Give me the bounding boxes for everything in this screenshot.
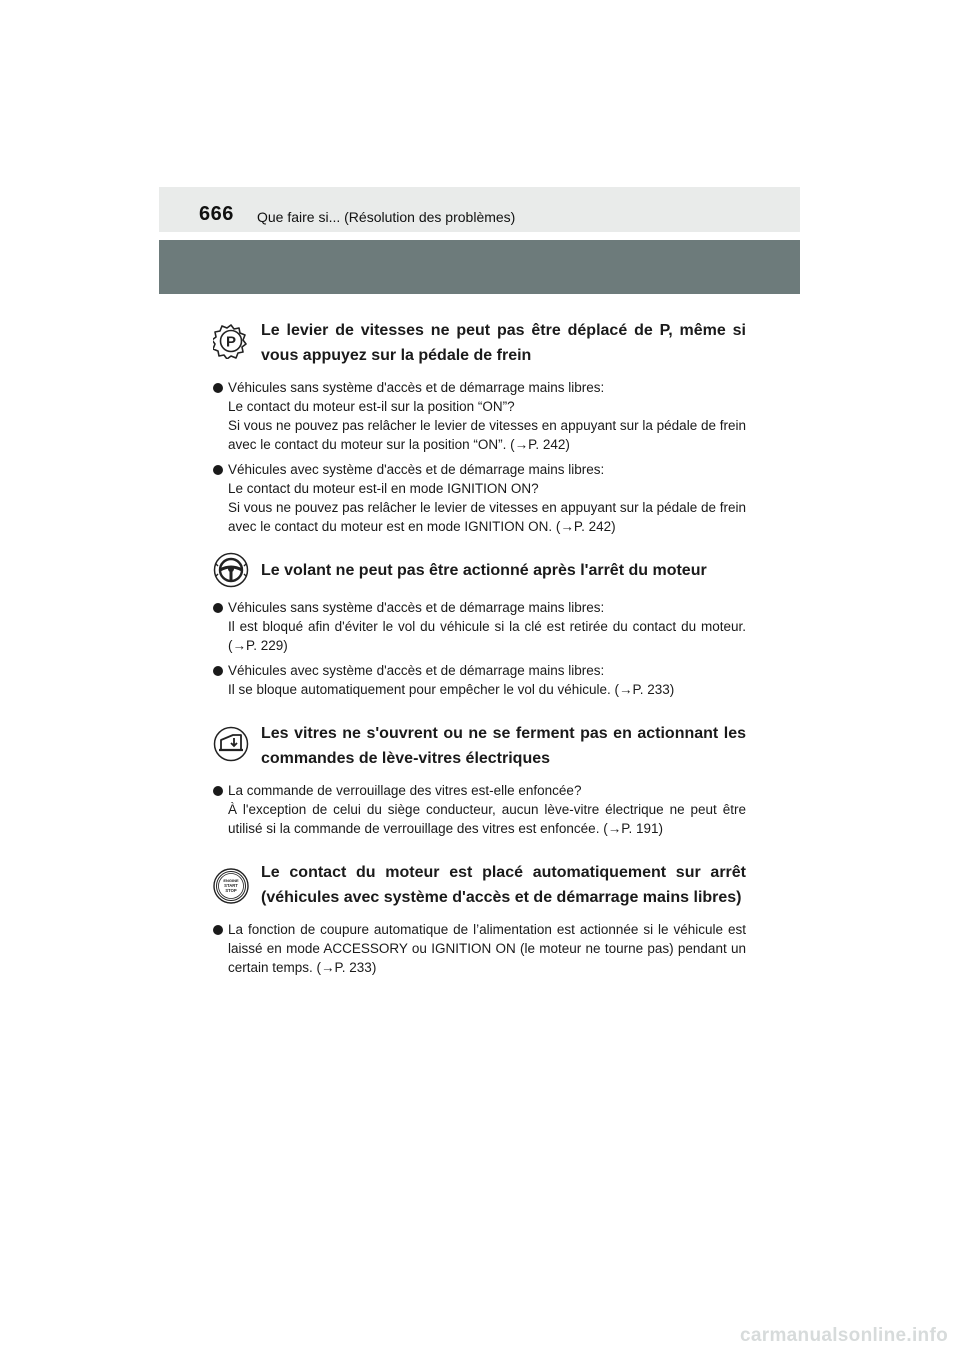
section-auto-power-off	[213, 860, 746, 977]
steering-wheel-icon	[213, 552, 249, 588]
power-window-icon	[213, 726, 249, 762]
watermark: carmanualsonline.info	[740, 1325, 948, 1346]
list-item: Véhicules sans système d'accès et de démarrage mains libres: Le contact du moteur est-il sur la position “ON”? Si vous ne pouvez pas relâcher le levier de vitesses en appuyant sur la pédale de frein avec le contact du moteur sur la position “ON”. (→P. 242)	[213, 378, 746, 454]
section-heading-text: Le contact du moteur est placé automatiquement sur arrêt (véhicules avec système d'accès et de démarrage mains libres)	[261, 864, 746, 906]
list-item: Véhicules avec système d'accès et de démarrage mains libres: Il se bloque automatiquement pour empêcher le vol du véhicule. (→P. 233)	[213, 661, 746, 699]
section-power-windows	[213, 721, 746, 838]
header-bar	[159, 240, 800, 294]
section-steering-wheel	[213, 558, 746, 699]
list-item: La fonction de coupure automatique de l’alimentation est actionnée si le véhicule est laissé en mode ACCESSORY ou IGNITION ON (le moteur ne tourne pas) pendant un certain temps. (→P. 233)	[213, 920, 746, 977]
section-shift-lever	[213, 318, 746, 536]
list-item: Véhicules avec système d'accès et de démarrage mains libres: Le contact du moteur est-il en mode IGNITION ON? Si vous ne pouvez pas relâcher le levier de vitesses en appuyant sur la pédale de frein avec le contact du moteur est en mode IGNITION ON. (→P. 242)	[213, 460, 746, 536]
engine-label: ENGINE	[223, 878, 239, 883]
section-heading-text: Le levier de vitesses ne peut pas être déplacé de P, même si vous appuyez sur la pédale de frein	[261, 322, 746, 364]
section-heading	[213, 318, 746, 368]
bullet-icon	[213, 925, 223, 935]
bullet-icon	[213, 603, 223, 613]
stop-label: STOP	[225, 888, 237, 893]
page-content	[213, 318, 746, 999]
bullet-icon	[213, 383, 223, 393]
page-number: 666	[199, 203, 234, 225]
svg-text:P: P	[225, 333, 237, 351]
list-item: Véhicules sans système d'accès et de démarrage mains libres: Il est bloqué afin d'éviter le vol du véhicule si la clé est retirée du contact du moteur. (→P. 229)	[213, 598, 746, 655]
section-heading	[213, 721, 746, 771]
gear-p-icon	[213, 323, 249, 359]
bullet-icon	[213, 666, 223, 676]
section-heading	[213, 860, 746, 910]
section-heading-text: Le volant ne peut pas être actionné après l'arrêt du moteur	[261, 562, 707, 579]
engine-start-stop-icon	[213, 868, 249, 904]
bullet-icon	[213, 465, 223, 475]
section-title: Que faire si... (Résolution des problèmes)	[257, 209, 516, 225]
list-item: La commande de verrouillage des vitres est-elle enfoncée? À l'exception de celui du siège conducteur, aucun lève-vitre électrique ne peut être utilisé si la commande de verrouillage des vitres est enfoncée. (→P. 191)	[213, 781, 746, 838]
bullet-icon	[213, 786, 223, 796]
section-heading	[213, 558, 746, 588]
start-label: START	[224, 883, 238, 888]
section-heading-text: Les vitres ne s'ouvrent ou ne se ferment pas en actionnant les commandes de lève-vitres électriques	[261, 725, 746, 767]
